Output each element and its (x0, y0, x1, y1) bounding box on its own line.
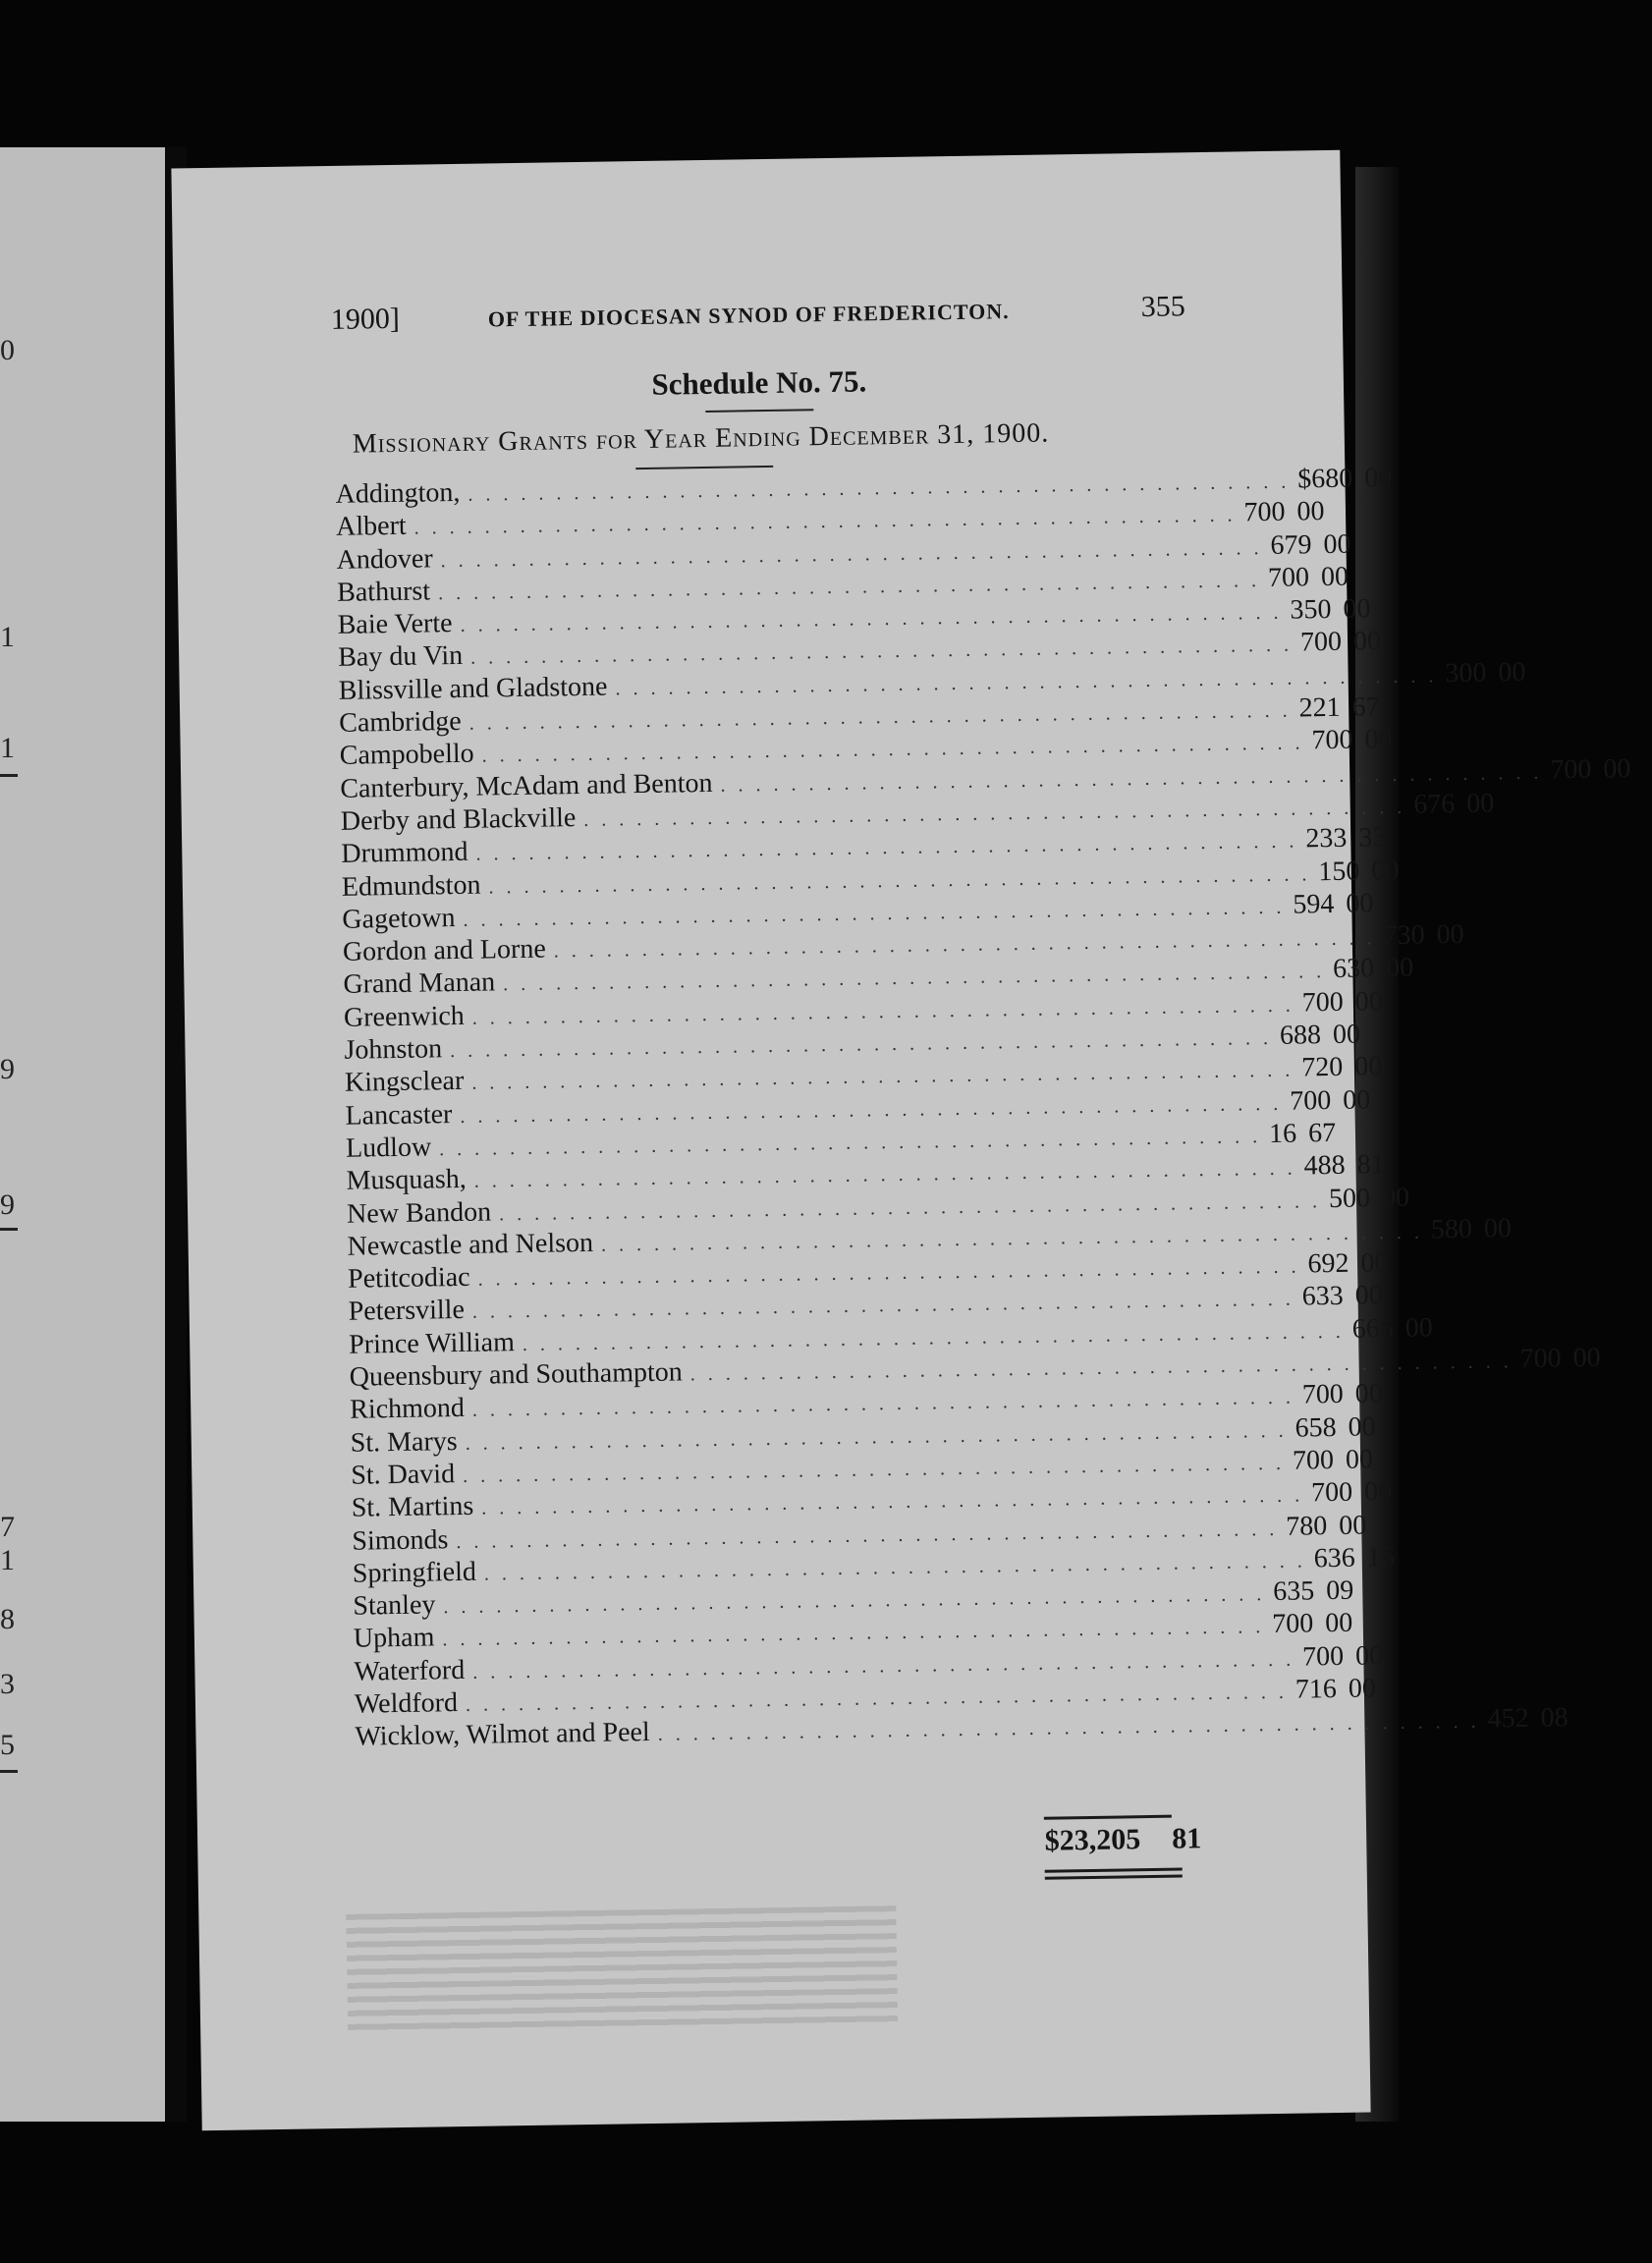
grant-cents: 00 (1348, 1410, 1376, 1443)
dot-leader: . . . . . . . . . . . . . . . . . . . . . . . . . . . . . . . . . . . . . . . . . . . . . . . (522, 1320, 1345, 1355)
dot-leader: . . . . . . . . . . . . . . . . . . . . . . . . . . . . . . . . . . . . . . . . . . . . . . . (413, 504, 1237, 539)
grant-dollars: 688 (1279, 1020, 1322, 1051)
grant-dollars: 500 (1328, 1182, 1371, 1214)
grant-dollars: 488 (1303, 1150, 1346, 1182)
parish-name: Waterford (354, 1654, 466, 1687)
grant-cents: 00 (1332, 1019, 1361, 1051)
grant-cents: 00 (1354, 985, 1383, 1018)
edge-rule (0, 1228, 18, 1231)
parish-name: Cambridge (339, 705, 462, 739)
grant-cents: 00 (1348, 1673, 1377, 1704)
grant-cents: 00 (1354, 1280, 1384, 1312)
grant-cents: 00 (1353, 1051, 1383, 1082)
edge-fragment: 7 (0, 1511, 15, 1543)
parish-name: Gagetown (342, 902, 456, 935)
dot-leader: . . . . . . . . . . . . . . . . . . . . . . . . . . . . . . . . . . . . . . . . . . . . . . . (488, 862, 1311, 899)
dot-leader: . . . . . . . . . . . . . . . . . . . . . . . . . . . . . . . . . . . . . . . . . . . . . . . (481, 1484, 1304, 1519)
grant-dollars: 700 (1301, 1640, 1345, 1673)
dot-leader: . . . . . . . . . . . . . . . . . . . . . . . . . . . . . . . . . . . . . . . . . . . . . . . (440, 536, 1263, 572)
parish-name: Canterbury, McAdam and Benton (340, 767, 713, 804)
grant-dollars: 679 (1270, 528, 1312, 561)
edge-fragment: 3 (0, 1668, 15, 1700)
dot-leader: . . . . . . . . . . . . . . . . . . . . . . . . . . . . . . . . . . . . . . . . . . . . . . . (583, 796, 1406, 831)
dot-leader: . . . . . . . . . . . . . . . . . . . . . . . . . . . . . . . . . . . . . . . . . . . . . . . (449, 1027, 1273, 1063)
grant-dollars: 150 (1318, 856, 1360, 887)
grant-dollars: 630 (1332, 953, 1375, 985)
parish-name: Simonds (352, 1523, 449, 1557)
grant-cents: 67 (1307, 1117, 1337, 1149)
grant-cents: 16 (1366, 1541, 1395, 1573)
grant-dollars: 658 (1294, 1411, 1337, 1444)
grant-cents: 00 (1436, 919, 1464, 951)
grant-cents: 00 (1465, 788, 1495, 819)
dot-leader: . . . . . . . . . . . . . . . . . . . . . . . . . . . . . . . . . . . . . . . . . . . . . . . (472, 1648, 1295, 1683)
dot-leader: . . . . . . . . . . . . . . . . . . . . . . . . . . . . . . . . . . . . . . . . . . . . . . . (465, 1419, 1288, 1455)
parish-name: Albert (335, 511, 407, 543)
grant-dollars: 700 (1310, 1476, 1353, 1509)
dot-leader: . . . . . . . . . . . . . . . . . . . . . . . . . . . . . . . . . . . . . . . . . . . . . . . (657, 1711, 1480, 1746)
grant-dollars: 700 (1301, 1379, 1345, 1410)
grant-dollars: 452 (1487, 1703, 1529, 1735)
parish-name: New Bandon (346, 1196, 492, 1230)
grant-dollars: 580 (1430, 1213, 1473, 1245)
grant-dollars: 300 (1445, 657, 1487, 689)
parish-name: Grand Manan (343, 966, 496, 1001)
grant-dollars: 350 (1290, 594, 1332, 626)
grant-cents: 00 (1381, 1182, 1410, 1213)
grant-dollars: 16 (1268, 1118, 1297, 1149)
page-number: 355 (1140, 290, 1185, 323)
dot-leader: . . . . . . . . . . . . . . . . . . . . . . . . . . . . . . . . . . . . . . . . . . . . . . . (615, 665, 1438, 700)
edge-fragment: 1 (0, 621, 15, 653)
grant-cents: 00 (1296, 496, 1325, 527)
grant-dollars: 700 (1292, 1444, 1335, 1476)
parish-name: Bay du Vin (337, 640, 464, 674)
schedule-title: Schedule No. 75. (651, 363, 867, 402)
grant-cents: 00 (1364, 462, 1393, 494)
grant-dollars: 716 (1294, 1674, 1338, 1705)
grant-cents: 00 (1371, 855, 1400, 886)
grant-cents: 00 (1352, 626, 1382, 658)
grant-dollars: 700 (1550, 753, 1592, 786)
parish-name: Queensbury and Southampton (349, 1356, 684, 1393)
dot-leader: . . . . . . . . . . . . . . . . . . . . . . . . . . . . . . . . . . . . . . . . . . . . . . . (460, 1092, 1283, 1128)
parish-name: Baie Verte (337, 608, 453, 641)
table-subtitle: Missionary Grants for Year Ending December 31, 1900. (352, 417, 1050, 460)
dot-leader: . . . . . . . . . . . . . . . . . . . . . . . . . . . . . . . . . . . . . . . . . . . . . . . (600, 1221, 1424, 1256)
parish-name: Prince William (348, 1326, 516, 1360)
parish-name: Newcastle and Nelson (347, 1227, 594, 1262)
grant-cents: 00 (1354, 1639, 1384, 1672)
grant-cents: 00 (1345, 1444, 1374, 1475)
parish-name: St. David (351, 1459, 456, 1491)
dot-leader: . . . . . . . . . . . . . . . . . . . . . . . . . . . . . . . . . . . . . . . . . . . . . . . (720, 761, 1543, 797)
grant-cents: 33 (1358, 822, 1387, 854)
dot-leader: . . . . . . . . . . . . . . . . . . . . . . . . . . . . . . . . . . . . . . . . . . . . . . . (481, 732, 1304, 767)
parish-name: Springfield (352, 1556, 477, 1589)
grant-dollars: 700 (1301, 986, 1344, 1019)
grant-dollars: 594 (1293, 888, 1335, 920)
dot-leader: . . . . . . . . . . . . . . . . . . . . . . . . . . . . . . . . . . . . . . . . . . . . . . . (442, 1616, 1265, 1651)
grant-dollars: 720 (1300, 1052, 1344, 1083)
grant-cents: 00 (1324, 1608, 1353, 1639)
grant-cents: 00 (1364, 724, 1393, 755)
edge-fragment: 9 (0, 1053, 15, 1085)
total-rule (1044, 1815, 1172, 1820)
parish-name: Kingsclear (344, 1066, 465, 1099)
grant-cents: 00 (1363, 1476, 1393, 1508)
book-page (171, 150, 1631, 2130)
dot-leader: . . . . . . . . . . . . . . . . . . . . . . . . . . . . . . . . . . . . . . . . . . . . . . . (689, 1351, 1513, 1386)
dot-leader: . . . . . . . . . . . . . . . . . . . . . . . . . . . . . . . . . . . . . . . . . . . . . . . (483, 1550, 1306, 1585)
grant-cents: 00 (1343, 1084, 1371, 1116)
parish-name: Addington, (335, 476, 461, 510)
dot-leader: . . . . . . . . . . . . . . . . . . . . . . . . . . . . . . . . . . . . . . . . . . . . . . . (471, 1386, 1295, 1422)
grant-cents: 00 (1323, 528, 1351, 560)
grant-cents: 00 (1483, 1213, 1513, 1244)
parish-name: Blissville and Gladstone (338, 671, 608, 706)
grant-cents: 00 (1339, 1510, 1367, 1541)
edge-rule (0, 1770, 18, 1773)
grant-dollars: 780 (1286, 1510, 1328, 1542)
dot-leader: . . . . . . . . . . . . . . . . . . . . . . . . . . . . . . . . . . . . . . . . . . . . . . . (443, 1583, 1266, 1619)
parish-name: St. Martins (351, 1491, 474, 1523)
parish-name: Edmundston (341, 869, 481, 903)
title-underline (705, 409, 813, 413)
parish-name: Bathurst (336, 576, 431, 608)
grant-dollars: 700 (1290, 1084, 1332, 1117)
dot-leader: . . . . . . . . . . . . . . . . . . . . . . . . . . . . . . . . . . . . . . . . . . . . . . . (498, 1189, 1322, 1225)
grant-dollars: 700 (1243, 496, 1286, 528)
grant-dollars: 730 (1383, 919, 1425, 952)
grant-cents: 00 (1354, 1378, 1384, 1409)
dot-leader: . . . . . . . . . . . . . . . . . . . . . . . . . . . . . . . . . . . . . . . . . . . . . . . (456, 1518, 1279, 1553)
parish-name: Weldford (354, 1687, 459, 1720)
dot-leader: . . . . . . . . . . . . . . . . . . . . . . . . . . . . . . . . . . . . . . . . . . . . . . . (553, 927, 1376, 963)
grant-dollars: 666 (1351, 1312, 1394, 1345)
grant-cents: 00 (1360, 1247, 1389, 1279)
dot-leader: . . . . . . . . . . . . . . . . . . . . . . . . . . . . . . . . . . . . . . . . . . . . . . . (503, 961, 1326, 996)
parish-name: St. Marys (350, 1425, 458, 1459)
grant-dollars: 635 (1273, 1575, 1315, 1608)
grant-cents: 09 (1326, 1574, 1354, 1607)
dot-leader: . . . . . . . . . . . . . . . . . . . . . . . . . . . . . . . . . . . . . . . . . . . . . . . (475, 830, 1298, 865)
parish-name: Greenwich (343, 1000, 466, 1033)
dot-leader: . . . . . . . . . . . . . . . . . . . . . . . . . . . . . . . . . . . . . . . . . . . . . . . (463, 896, 1286, 931)
parish-name: Petitcodiac (347, 1261, 470, 1295)
parish-name: Lancaster (345, 1098, 453, 1132)
dot-leader: . . . . . . . . . . . . . . . . . . . . . . . . . . . . . . . . . . . . . . . . . . . . . . . (473, 1157, 1296, 1192)
parish-name: Petersville (348, 1295, 466, 1328)
grant-dollars: 676 (1412, 788, 1456, 820)
show-through-text (346, 1905, 898, 2032)
parish-name: Stanley (353, 1589, 436, 1622)
header-year: 1900] (330, 302, 401, 336)
parish-name: Gordon and Lorne (342, 933, 546, 967)
parish-name: Andover (336, 542, 433, 576)
facing-page-edge (0, 147, 165, 2122)
grant-dollars: 233 (1305, 823, 1348, 855)
grant-dollars: 700 (1519, 1343, 1562, 1375)
grant-cents: 00 (1343, 593, 1371, 625)
total-dollars: $23,205 (1044, 1823, 1141, 1857)
grant-dollars: 700 (1267, 562, 1310, 593)
dot-leader: . . . . . . . . . . . . . . . . . . . . . . . . . . . . . . . . . . . . . . . . . . . . . . . (462, 1452, 1286, 1487)
parish-name: Richmond (350, 1393, 466, 1426)
grant-cents: 00 (1346, 888, 1374, 919)
edge-fragment: 9 (0, 1188, 15, 1221)
dot-leader: . . . . . . . . . . . . . . . . . . . . . . . . . . . . . . . . . . . . . . . . . . . . . . . (460, 601, 1283, 637)
edge-fragment: 5 (0, 1729, 15, 1761)
dot-leader: . . . . . . . . . . . . . . . . . . . . . . . . . . . . . . . . . . . . . . . . . . . . . . . (468, 699, 1292, 735)
grant-cents: 67 (1351, 691, 1380, 723)
dot-leader: . . . . . . . . . . . . . . . . . . . . . . . . . . . . . . . . . . . . . . . . . . . . . . . (471, 994, 1294, 1029)
grant-cents: 00 (1404, 1312, 1433, 1344)
grant-dollars: $680 (1297, 463, 1353, 495)
dot-leader: . . . . . . . . . . . . . . . . . . . . . . . . . . . . . . . . . . . . . . . . . . . . . . . (465, 1681, 1289, 1716)
dot-leader: . . . . . . . . . . . . . . . . . . . . . . . . . . . . . . . . . . . . . . . . . . . . . . . (439, 1126, 1262, 1161)
total-cents: 81 (1171, 1822, 1202, 1855)
grant-dollars: 633 (1301, 1281, 1345, 1312)
edge-fragment: 0 (0, 334, 15, 366)
total-double-rule (1045, 1875, 1183, 1880)
dot-leader: . . . . . . . . . . . . . . . . . . . . . . . . . . . . . . . . . . . . . . . . . . . . . . . (468, 470, 1291, 506)
dot-leader: . . . . . . . . . . . . . . . . . . . . . . . . . . . . . . . . . . . . . . . . . . . . . . . (437, 569, 1261, 605)
parish-name: Wicklow, Wilmot and Peel (355, 1717, 650, 1753)
total-double-rule (1045, 1868, 1183, 1873)
grant-dollars: 700 (1271, 1608, 1314, 1640)
parish-name: Derby and Blackville (340, 802, 577, 837)
grant-cents: 81 (1356, 1149, 1385, 1181)
grant-dollars: 221 (1298, 691, 1341, 724)
grant-dollars: 700 (1311, 725, 1353, 756)
grant-cents: 00 (1385, 953, 1414, 984)
parish-name: Campobello (339, 739, 474, 772)
running-title: OF THE DIOCESAN SYNOD OF FREDERICTON. (487, 299, 1010, 332)
dot-leader: . . . . . . . . . . . . . . . . . . . . . . . . . . . . . . . . . . . . . . . . . . . . . . . (470, 635, 1294, 670)
parish-name: Upham (353, 1622, 435, 1655)
total-amount (1024, 1822, 1202, 1858)
dot-leader: . . . . . . . . . . . . . . . . . . . . . . . . . . . . . . . . . . . . . . . . . . . . . . . (471, 1289, 1294, 1324)
dot-leader: . . . . . . . . . . . . . . . . . . . . . . . . . . . . . . . . . . . . . . . . . . . . . . . (471, 1059, 1294, 1095)
grant-dollars: 636 (1313, 1542, 1355, 1574)
grant-cents: 00 (1603, 752, 1631, 785)
edge-fragment: 1 (0, 732, 15, 764)
parish-name: Ludlow (345, 1132, 432, 1164)
grants-list (335, 462, 1631, 1753)
edge-rule (0, 774, 18, 777)
running-header (331, 290, 1186, 353)
dot-leader: . . . . . . . . . . . . . . . . . . . . . . . . . . . . . . . . . . . . . . . . . . . . . . . (477, 1255, 1300, 1291)
parish-name: Johnston (344, 1033, 443, 1066)
parish-name: Drummond (341, 837, 468, 870)
grant-cents: 00 (1572, 1342, 1601, 1374)
grant-dollars: 692 (1307, 1247, 1349, 1280)
parish-name: Musquash, (346, 1164, 467, 1197)
subtitle-underline (635, 466, 773, 469)
grant-cents: 08 (1540, 1702, 1569, 1735)
edge-fragment: 8 (0, 1603, 15, 1635)
grant-cents: 00 (1320, 561, 1349, 593)
grant-cents: 00 (1498, 656, 1526, 689)
edge-fragment: 1 (0, 1544, 15, 1576)
grant-dollars: 700 (1299, 627, 1343, 658)
